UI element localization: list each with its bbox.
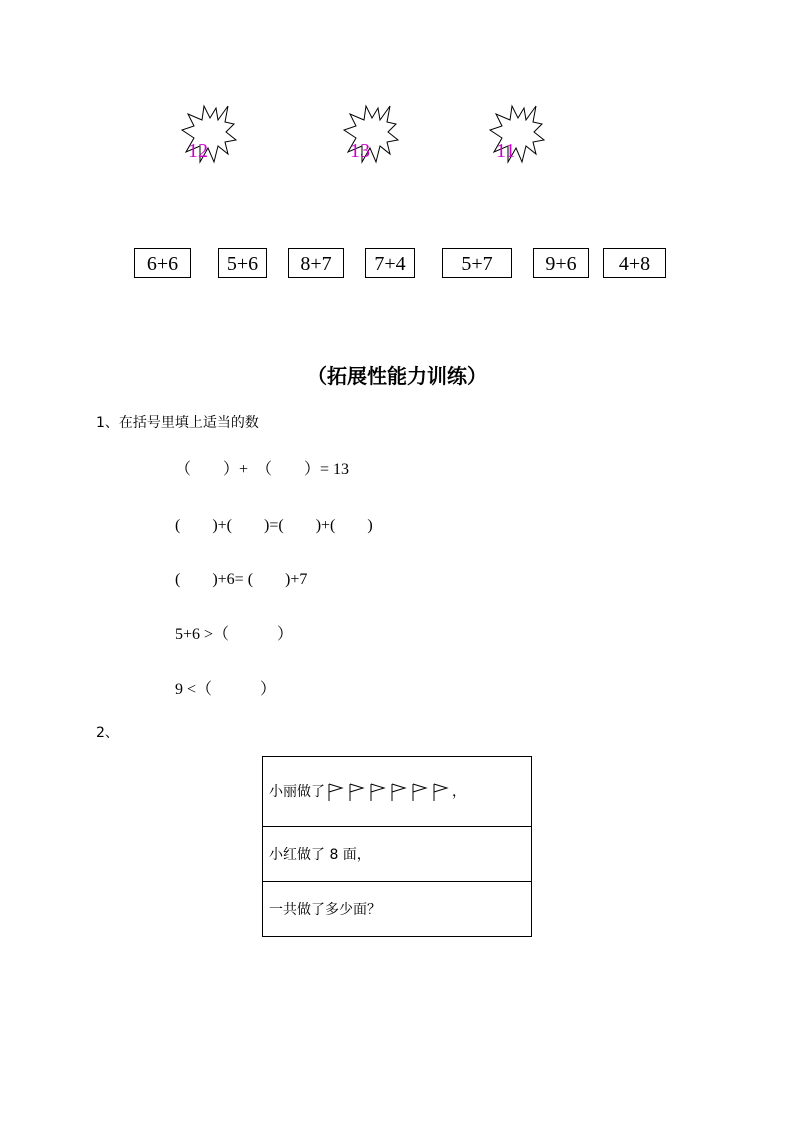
- section-title: （拓展性能力训练）: [307, 364, 487, 388]
- question-2-label: 2、: [96, 725, 119, 741]
- story-table: [262, 756, 532, 937]
- story-text: ，: [452, 784, 466, 800]
- expression-box: 5+6: [218, 248, 267, 278]
- equation-2: ( )+( )=( )+( ): [175, 517, 373, 534]
- equation-3: ( )+6= ( )+7: [175, 571, 308, 588]
- starburst-2: [342, 100, 402, 170]
- starburst-number: 11: [496, 140, 516, 162]
- equation-4: 5+6 >（ ）: [175, 626, 294, 643]
- expression-box: 8+7: [288, 248, 344, 278]
- starburst-number: 12: [188, 140, 208, 162]
- expression-box: 9+6: [533, 248, 589, 278]
- story-row-3: [263, 882, 532, 937]
- story-cell: 小红做了 8 面，: [263, 827, 532, 882]
- expression-box: 6+6: [134, 248, 191, 278]
- expression-box: 7+4: [365, 248, 415, 278]
- expression-box: 5+7: [442, 248, 512, 278]
- expression-box: 4+8: [603, 248, 666, 278]
- starburst-number: 13: [350, 140, 370, 162]
- starburst-1: [180, 100, 240, 170]
- story-cell: 一共做了多少面？: [263, 882, 532, 937]
- story-row-2: [263, 827, 532, 882]
- question-1-label: 1、在括号里填上适当的数: [96, 415, 259, 431]
- starburst-3: [488, 100, 548, 170]
- story-text: 小丽做了: [269, 784, 325, 800]
- story-row-1: [263, 757, 532, 827]
- equation-1: （ ）+ （ ）= 13: [175, 461, 350, 478]
- flag-icons: [326, 782, 452, 802]
- equation-5: 9 <（ ）: [175, 681, 277, 698]
- story-cell: [263, 757, 532, 827]
